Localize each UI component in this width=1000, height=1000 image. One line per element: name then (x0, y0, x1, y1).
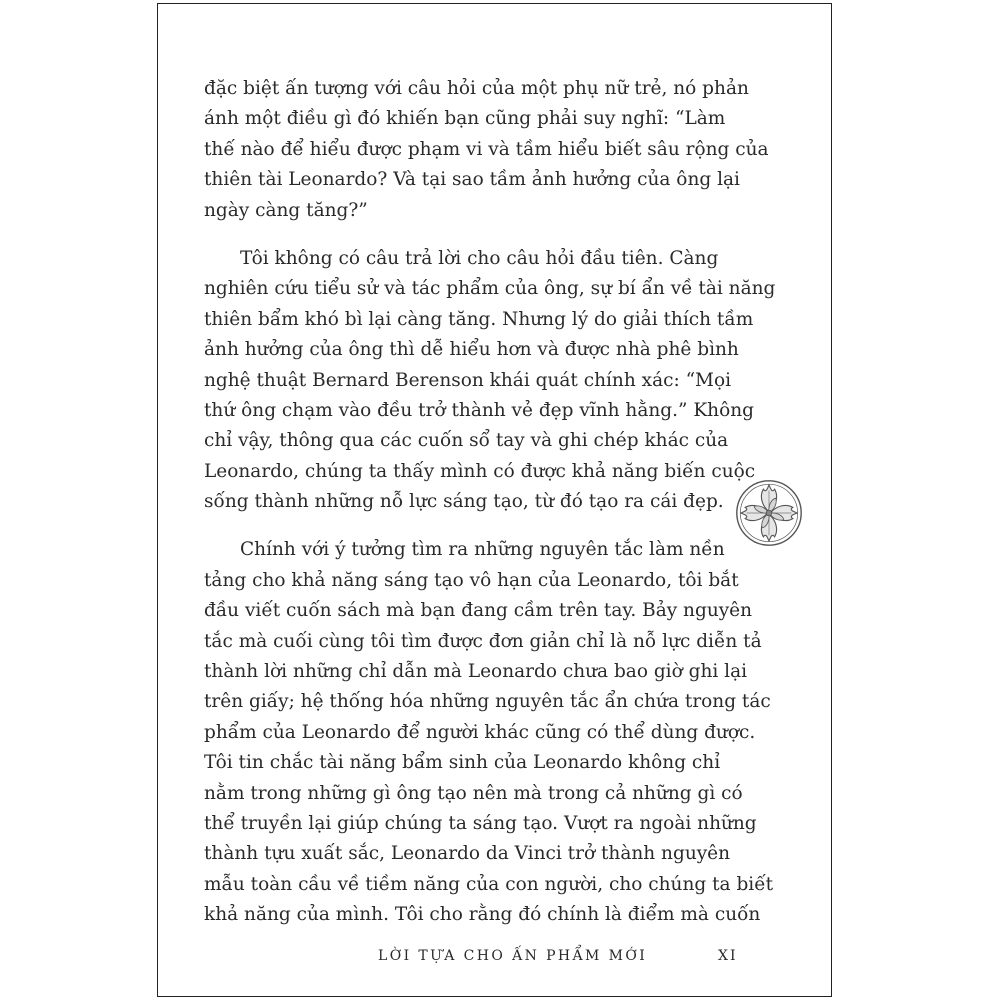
text-line: Tôi tin chắc tài năng bẩm sinh của Leonardo không chỉ (204, 752, 721, 774)
text-line: thành lời những chỉ dẫn mà Leonardo chưa bao giờ ghi lại (204, 661, 748, 683)
text-line: đặc biệt ấn tượng với câu hỏi của một phụ nữ trẻ, nó phản (204, 78, 749, 99)
text-line: phẩm của Leonardo để người khác cũng có thể dùng được. (204, 721, 756, 743)
text-line: Chính với ý tưởng tìm ra những nguyên tắc làm nền (240, 539, 725, 561)
text-line: khả năng của mình. Tôi cho rằng đó chính là điểm mà cuốn (204, 904, 761, 926)
text-line: ánh một điều gì đó khiến bạn cũng phải suy nghĩ: “Làm (204, 108, 726, 130)
text-line: thiên bẩm khó bì lại càng tăng. Nhưng lý do giải thích tầm (204, 308, 754, 330)
text-line: ngày càng tăng?” (204, 199, 368, 221)
paragraph-spacing (204, 517, 718, 535)
text-line: thành tựu xuất sắc, Leonardo da Vinci trở thành nguyên (204, 843, 731, 865)
text-line: nghiên cứu tiểu sử và tác phẩm của ông, sự bí ẩn về tài năng (204, 278, 776, 300)
text-line: nằm trong những gì ông tạo nên mà trong cả những gì có (204, 782, 743, 804)
page-number: XI (718, 948, 738, 964)
text-line: chỉ vậy, thông qua các cuốn sổ tay và ghi chép khác của (204, 430, 729, 452)
text-line: ảnh hưởng của ông thì dễ hiểu hơn và được nhà phê bình (204, 339, 739, 361)
text-line: trên giấy; hệ thống hóa những nguyên tắc ẩn chứa trong tác (204, 691, 771, 713)
text-line: tảng cho khả năng sáng tạo vô hạn của Leonardo, tôi bắt (204, 569, 739, 591)
text-line: thể truyền lại giúp chúng ta sáng tạo. Vượt ra ngoài những (204, 812, 757, 834)
floral-medallion-icon (734, 478, 804, 548)
text-line: thứ ông chạm vào đều trở thành vẻ đẹp vĩnh hằng.” Không (204, 399, 754, 421)
text-line: đầu viết cuốn sách mà bạn đang cầm trên tay. Bảy nguyên (204, 600, 753, 622)
text-line: mẫu toàn cầu về tiềm năng của con người, cho chúng ta biết (204, 873, 774, 895)
text-line: Leonardo, chúng ta thấy mình có được khả năng biến cuộc (204, 460, 756, 482)
paragraph-spacing (204, 226, 718, 244)
text-line: nghệ thuật Bernard Berenson khái quát chính xác: “Mọi (204, 369, 732, 391)
text-line: thiên tài Leonardo? Và tại sao tầm ảnh hưởng của ông lại (204, 169, 740, 191)
text-line: Tôi không có câu trả lời cho câu hỏi đầu tiên. Càng (240, 247, 719, 269)
paragraph-3 (204, 535, 774, 930)
running-footer (378, 948, 768, 964)
body-text (204, 74, 776, 931)
book-page (157, 3, 832, 997)
text-line: thế nào để hiểu được phạm vi và tầm hiểu biết sâu rộng của (204, 138, 769, 160)
paragraph-2 (204, 244, 776, 518)
text-line: tắc mà cuối cùng tôi tìm được đơn giản chỉ là nỗ lực diễn tả (204, 630, 762, 652)
paragraph-1 (204, 74, 769, 226)
footer-title: LỜI TỰA CHO ẤN PHẨM MỚI (378, 948, 648, 964)
text-line: sống thành những nỗ lực sáng tạo, từ đó tạo ra cái đẹp. (204, 491, 724, 513)
